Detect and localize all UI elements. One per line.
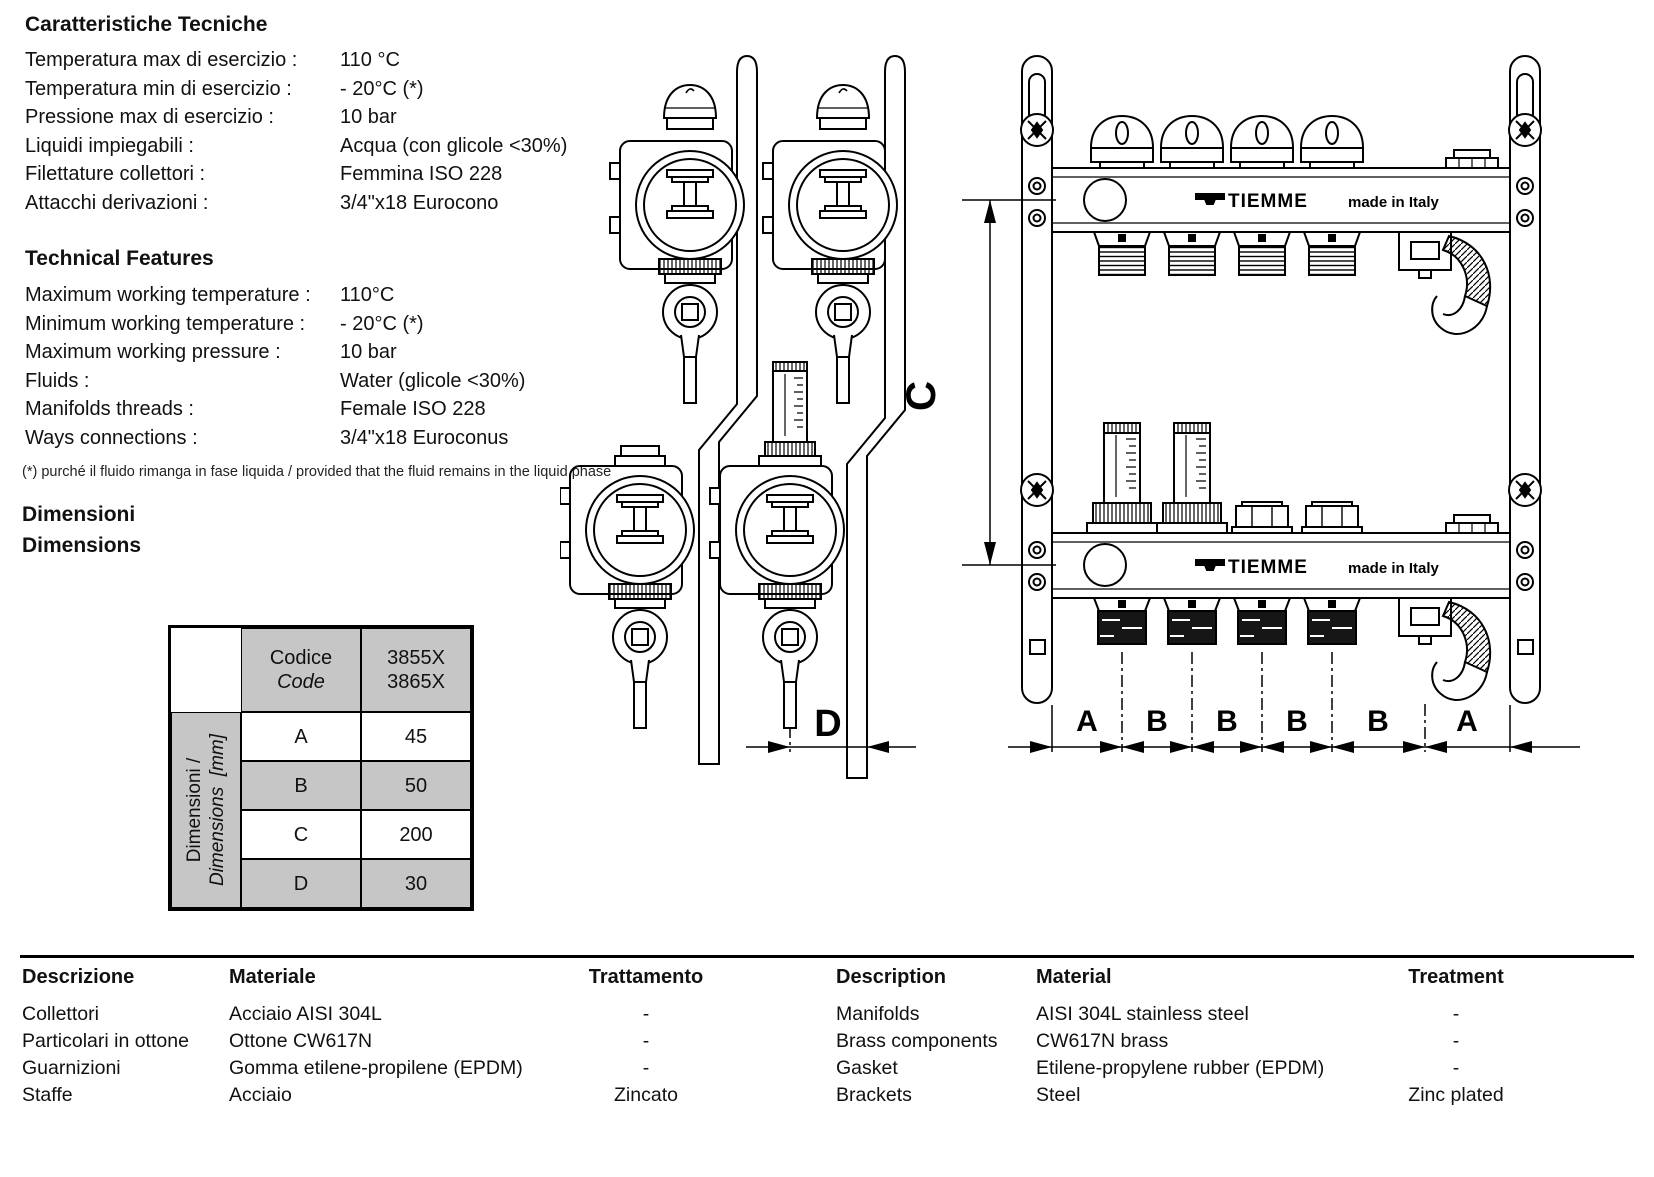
spec-label: Maximum working temperature : <box>25 284 311 306</box>
col-header-material-en: Material <box>1036 966 1112 988</box>
spec-label: Attacchi derivazioni : <box>25 191 209 214</box>
spec-label: Temperatura min di esercizio : <box>25 77 292 100</box>
material-row-description: Staffe <box>22 1084 73 1106</box>
material-row-treatment: - <box>1452 1003 1460 1025</box>
side-label-en: Dimensions <box>207 786 228 887</box>
col-header-description-en: Description <box>836 966 947 988</box>
technical-drawing <box>560 30 1654 780</box>
side-label-cell <box>171 712 241 908</box>
side-label-en-unit <box>206 734 229 886</box>
spec-row <box>25 75 567 104</box>
materials-header-en <box>836 966 1536 1001</box>
spec-row <box>25 281 525 310</box>
code-value-1: 3855X <box>387 647 445 669</box>
material-row-material: CW617N brass <box>1036 1030 1169 1052</box>
materials-rows-en <box>836 1001 1536 1109</box>
side-label-unit: [mm] <box>207 733 228 777</box>
spec-row <box>25 367 525 396</box>
code-header-it: Codice <box>269 647 333 669</box>
col-header-treatment-it: Trattamento <box>588 966 704 988</box>
spec-row <box>25 424 525 453</box>
spec-value: - 20°C (*) <box>340 77 424 100</box>
side-label <box>174 712 238 908</box>
spec-value: 3/4"x18 Euroconus <box>340 426 509 449</box>
spec-row <box>25 132 567 161</box>
dim-label-b3: B <box>1286 705 1308 738</box>
value-cell-a: 45 <box>361 712 471 761</box>
spec-row <box>25 310 525 339</box>
drawing-lines <box>560 56 1580 778</box>
code-value-2: 3865X <box>387 671 445 693</box>
material-row-treatment: Zincato <box>614 1084 678 1106</box>
spec-row <box>25 160 567 189</box>
section-title-it: Caratteristiche Tecniche <box>25 13 268 36</box>
material-row-treatment: - <box>642 1057 650 1079</box>
spec-label: Manifolds threads : <box>25 398 194 420</box>
col-header-material-it: Materiale <box>229 966 316 988</box>
dimensions-title-it: Dimensioni <box>22 503 136 526</box>
material-row-material: Acciaio <box>229 1084 292 1106</box>
spec-value: Water (glicole <30%) <box>340 369 526 392</box>
dim-label-b1: B <box>1146 705 1168 738</box>
col-header-treatment-en: Treatment <box>1408 966 1504 988</box>
brand-text-bottom: TIEMME <box>1228 557 1308 578</box>
spec-label: Pressione max di esercizio : <box>25 106 274 128</box>
spec-label: Minimum working temperature : <box>25 312 306 335</box>
material-row-material: Etilene-propylene rubber (EPDM) <box>1036 1057 1325 1079</box>
dim-label-b4: B <box>1367 705 1389 738</box>
value-cell-d: 30 <box>361 859 471 908</box>
dimension-bottom-labels <box>1076 705 1478 738</box>
manifold-top <box>1052 116 1510 334</box>
value-cell-b: 50 <box>361 761 471 810</box>
material-row-treatment: - <box>642 1003 650 1025</box>
material-row-material: AISI 304L stainless steel <box>1036 1003 1249 1025</box>
spec-value: 10 bar <box>340 341 397 363</box>
material-row-description: Brass components <box>836 1030 998 1052</box>
material-row-material: Ottone CW617N <box>229 1030 373 1052</box>
material-row-material: Acciaio AISI 304L <box>229 1003 382 1025</box>
col-header-description-it: Descrizione <box>22 966 135 988</box>
dim-cell-b: B <box>241 761 361 810</box>
dim-label-d: D <box>814 703 842 745</box>
code-values-cell <box>361 628 471 712</box>
spec-row <box>25 395 525 424</box>
made-in-text-top: made in Italy <box>1348 194 1439 211</box>
dim-label-a1: A <box>1076 705 1098 738</box>
side-view-valve-2 <box>763 85 897 403</box>
value-cell-c: 200 <box>361 810 471 859</box>
material-row-description: Particolari in ottone <box>22 1030 189 1052</box>
material-row-material: Gomma etilene-propilene (EPDM) <box>229 1057 523 1079</box>
spec-row <box>25 103 567 132</box>
dim-cell-d: D <box>241 859 361 908</box>
spec-row <box>25 189 567 218</box>
dim-label-b2: B <box>1216 705 1238 738</box>
spec-list-it <box>25 46 567 217</box>
spec-label: Fluids : <box>25 369 90 392</box>
spec-value: - 20°C (*) <box>340 312 424 335</box>
spec-value: Femmina ISO 228 <box>340 163 503 185</box>
dim-cell-c: C <box>241 810 361 859</box>
front-bracket-right <box>1509 56 1541 703</box>
dim-label-a2: A <box>1456 705 1478 738</box>
side-label-it: Dimensioni / <box>184 757 205 863</box>
materials-rows-it <box>22 1001 722 1109</box>
material-row-description: Gasket <box>836 1057 898 1079</box>
spec-label: Filettature collettori : <box>25 163 206 185</box>
spec-row <box>25 46 567 75</box>
material-row-treatment: - <box>1452 1030 1460 1052</box>
material-row-material: Steel <box>1036 1084 1081 1106</box>
side-view-valve-3 <box>560 446 694 728</box>
footnote: (*) purché il fluido rimanga in fase liquida / provided that the fluid remains in the liquid phase <box>22 464 612 480</box>
spec-label: Temperatura max di esercizio : <box>25 49 298 71</box>
material-row-description: Manifolds <box>836 1003 920 1025</box>
spec-value: 3/4"x18 Eurocono <box>340 191 499 214</box>
dim-cell-a: A <box>241 712 361 761</box>
materials-table-en <box>836 966 1536 1109</box>
spec-value: Acqua (con glicole <30%) <box>340 134 568 157</box>
materials-table-it <box>22 966 722 1109</box>
side-view-valve-1 <box>610 85 744 403</box>
made-in-text-bottom: made in Italy <box>1348 560 1439 577</box>
table-corner-cell <box>171 628 241 712</box>
material-row-description: Collettori <box>22 1003 99 1025</box>
spec-value: 10 bar <box>340 106 397 128</box>
material-row-description: Brackets <box>836 1084 912 1106</box>
material-row-description: Guarnizioni <box>22 1057 121 1079</box>
spec-list-en <box>25 281 525 452</box>
materials-header-it <box>22 966 722 1001</box>
section-divider <box>20 955 1634 958</box>
spec-label: Maximum working pressure : <box>25 341 281 363</box>
spec-value: 110°C <box>340 284 395 306</box>
spec-value: Female ISO 228 <box>340 398 486 420</box>
dim-label-c: C <box>897 380 944 412</box>
spec-value: 110 °C <box>340 49 400 71</box>
material-row-treatment: Zinc plated <box>1408 1084 1504 1106</box>
spec-label: Liquidi impiegabili : <box>25 134 194 157</box>
brand-text-top: TIEMME <box>1228 191 1308 212</box>
spec-row <box>25 338 525 367</box>
spec-label: Ways connections : <box>25 426 198 449</box>
dimensions-table <box>168 625 474 911</box>
front-bracket-left <box>1021 56 1053 703</box>
material-row-treatment: - <box>1452 1057 1460 1079</box>
section-title-en: Technical Features <box>25 247 214 270</box>
code-header-en: Code <box>277 671 325 693</box>
material-row-treatment: - <box>642 1030 650 1052</box>
dimensions-title-en: Dimensions <box>22 534 142 557</box>
code-header-cell <box>241 628 361 712</box>
